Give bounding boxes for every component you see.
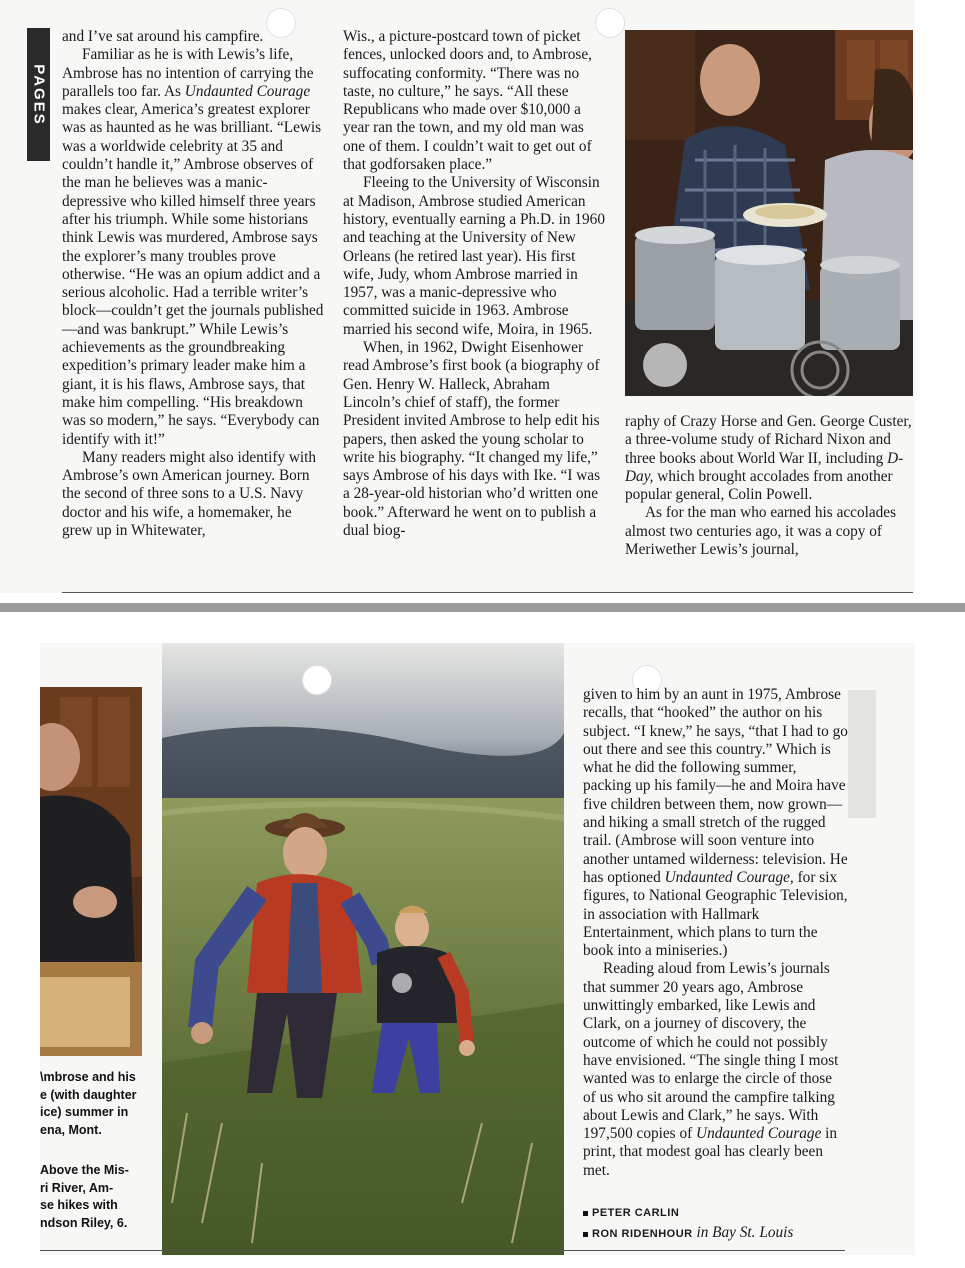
page-divider (0, 603, 965, 612)
article-column-4 (583, 686, 848, 1180)
article-paragraph: raphy of Crazy Horse and Gen. George Custer, a three-volume study of Richard Nixon and three books about World War II, including D-Day, which brought accolades from another popular general, Colin Powell. (625, 413, 912, 504)
article-paragraph: and I’ve sat around his campfire. (62, 28, 264, 45)
kitchen-photo-crop-art (40, 687, 142, 1056)
section-tab: PAGES (27, 28, 50, 161)
prairie-photo (162, 643, 564, 1255)
bullet-square (583, 1211, 588, 1216)
article-paragraph: When, in 1962, Dwight Eisenhower read Ambrose’s first book (a biography of Gen. Henry W. Halleck, Abraham Lincoln’s chief of staff), the former President invited Ambrose to help edit his papers, then asked the young scholar to write his biography. “It changed my life,” says Ambrose of his days with Ike. “I was a 28-year-old historian who’d written one book.” Afterward he went on to publish a dual biog- (343, 339, 601, 540)
article-column-1 (62, 28, 324, 540)
article-column-3 (625, 413, 913, 559)
binder-hole (302, 665, 332, 695)
photo-caption-kitchen: \mbrose and his e (with daughter ice) summer in ena, Mont. (40, 1070, 137, 1137)
article-paragraph: As for the man who earned his accolades almost two centuries ago, it was a copy of Meriwether Lewis’s journal, (625, 504, 897, 559)
article-paragraph: Wis., a picture-postcard town of picket fences, unlocked doors and, to Ambrose, suffocating conformity. “There was no taste, no culture,” he says. “All these Republicans who made over $10,000 a year ran the town, and my old man was one of them. I couldn’t wait to get out of that godforsaken place.” (343, 28, 592, 174)
binder-hole (266, 8, 296, 38)
kitchen-photo-art (625, 30, 913, 396)
credit-reporter: PETER CARLIN (592, 1207, 680, 1219)
page-rule (62, 592, 913, 593)
prairie-photo-art (162, 643, 564, 1255)
credit-location: in Bay St. Louis (696, 1224, 794, 1241)
bleed-through-text (848, 690, 876, 818)
article-paragraph: Fleeing to the University of Wisconsin at Madison, Ambrose studied American history, eventually earning a Ph.D. in 1960 and teaching at the University of New Orleans (he retired last year). His first wife, Judy, whom Ambrose married in 1957, was a manic-depressive who committed suicide in 1963. Ambrose married his second wife, Moira, in 1965. (343, 174, 605, 338)
article-paragraph: Many readers might also identify with Ambrose’s own American journey. Born the second of three sons to a U.S. Navy doctor and his wife, a homemaker, he grew up in Whitewater, (62, 448, 317, 540)
kitchen-photo (625, 30, 913, 396)
photo-caption-prairie: Above the Mis- ri River, Am- se hikes with ndson Riley, 6. (40, 1163, 129, 1230)
bullet-square (583, 1232, 588, 1237)
article-paragraph: Reading aloud from Lewis’s journals that summer 20 years ago, Ambrose unwittingly embarked, like Lewis and Clark, on a journey of discovery, the outcome of which he could not possibly have envisioned. “The single thing I most wanted was to enlarge the circle of those of us who sit around the campfire talking about Lewis and Clark,” he says. With 197,500 copies of Undaunted Courage in print, that modest goal has clearly been met. (583, 960, 839, 1179)
article-paragraph: Familiar as he is with Lewis’s life, Ambrose has no intention of carrying the parallels too far. As Undaunted Courage makes clear, America’s greatest explorer was as haunted as he was brilliant. “Lewis was a worldwide celebrity at 35 and couldn’t handle it,” Ambrose observes of the man he believes was a manic-depressive who killed himself three years after his triumph. While some historians think Lewis was murdered, Ambrose says the explorer’s many troubles prove otherwise. “He was an opium addict and a serious alcoholic. Had a terrible writer’s block—couldn’t get the journals published—and was bankrupt.” While Lewis’s achievements as the groundbreaking expedition’s primary leader make him a giant, it is his flaws, Ambrose says, that make him compelling. “His breakdown was so modern,” he says. “Everybody can identify with it!” (62, 46, 324, 448)
page-rule (40, 1250, 845, 1251)
credit-reporter: RON RIDENHOUR (592, 1228, 693, 1240)
kitchen-photo-crop (40, 687, 142, 1056)
credits (583, 1202, 848, 1244)
article-column-2 (343, 28, 605, 540)
binder-hole (595, 8, 625, 38)
article-paragraph: given to him by an aunt in 1975, Ambrose recalls, that “hooked” the author on his subject. “I knew,” he says, “that I had to go out there and see this country.” Which is what he did the following summer, packing up his family—he and Moira have five children between them, now grown—and hiking a small stretch of the rugged trail. (Ambrose will soon venture into another untamed wilderness: television. He has optioned Undaunted Courage, for six figures, to National Geographic Television, in association with Hallmark Entertainment, which plans to turn the book into a miniseries.) (583, 686, 848, 960)
